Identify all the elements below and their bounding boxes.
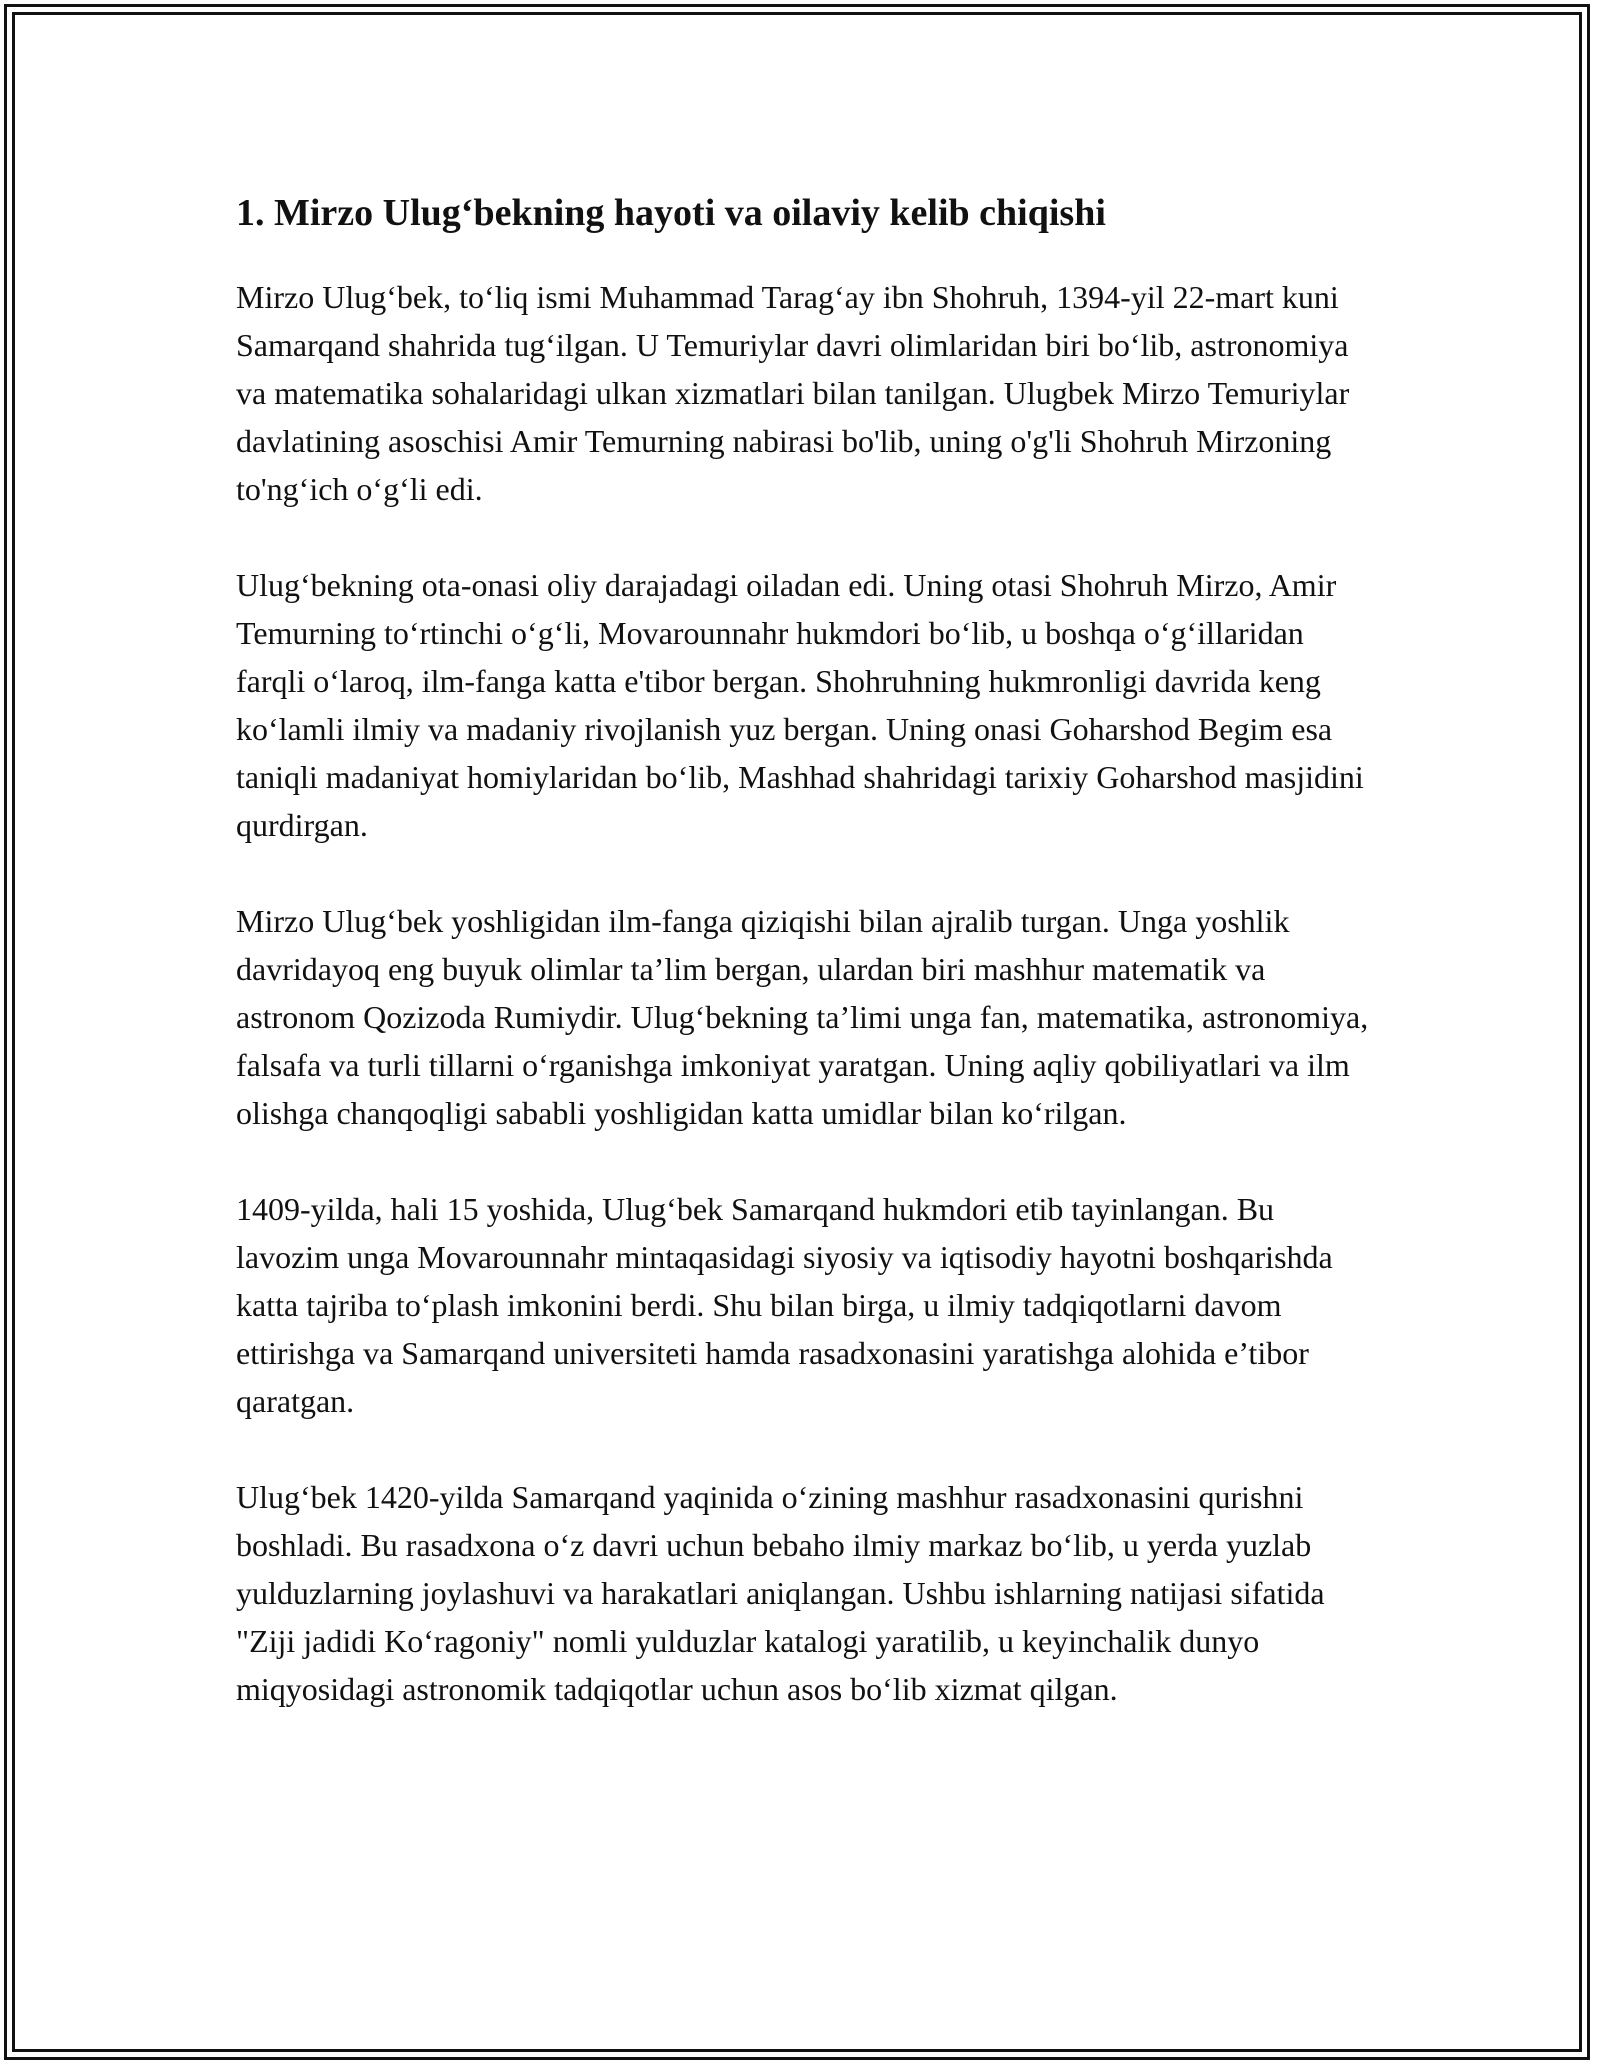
paragraph-parents: Ulug‘bekning ota-onasi oliy darajadagi oiladan edi. Uning otasi Shohruh Mirzo, Amir Temurning to‘rtinchi o‘g‘li, Movarounnahr hukmdori bo‘lib, u boshqa o‘g‘illaridan farqli o‘laroq, ilm-fanga katta e'tibor bergan. Shohruhning hukmronligi davrida keng ko‘lamli ilmiy va madaniy rivojlanish yuz bergan. Uning onasi Goharshod Begim esa taniqli madaniyat homiylaridan bo‘lib, Mashhad shahridagi tarixiy Goharshod masjidini qurdirgan.	[236, 567, 1364, 843]
paragraph-observatory: Ulug‘bek 1420-yilda Samarqand yaqinida o‘zining mashhur rasadxonasini qurishni boshladi. Bu rasadxona o‘z davri uchun bebaho ilmiy markaz bo‘lib, u yerda yuzlab yulduzlarning joylashuvi va harakatlari aniqlangan. Ushbu ishlarning natijasi sifatida "Ziji jadidi Ko‘ragoniy" nomli yulduzlar katalogi yaratilib, u keyinchalik dunyo miqyosidagi astronomik tadqiqotlar uchun asos bo‘lib xizmat qilgan.	[236, 1479, 1325, 1707]
section-heading: 1. Mirzo Ulug‘bekning hayoti va oilaviy kelib chiqishi	[236, 192, 1106, 234]
paragraph-birth: Mirzo Ulug‘bek, to‘liq ismi Muhammad Tarag‘ay ibn Shohruh, 1394-yil 22-mart kuni Samarqand shahrida tug‘ilgan. U Temuriylar davri olimlaridan biri bo‘lib, astronomiya va matematika sohalaridagi ulkan xizmatlari bilan tanilgan. Ulugbek Mirzo Temuriylar davlatining asoschisi Amir Temurning nabirasi bo'lib, uning o'g'li Shohruh Mirzoning to'ng‘ich o‘g‘li edi.	[236, 279, 1350, 507]
paragraph-governor: 1409-yilda, hali 15 yoshida, Ulug‘bek Samarqand hukmdori etib tayinlangan. Bu lavozim unga Movarounnahr mintaqasidagi siyosiy va iqtisodiy hayotni boshqarishda katta tajriba to‘plash imkonini berdi. Shu bilan birga, u ilmiy tadqiqotlarni davom ettirishga va Samarqand universiteti hamda rasadxonasini yaratishga alohida e’tibor qaratgan.	[236, 1191, 1333, 1419]
document-body	[236, 183, 1376, 1761]
paragraph-education: Mirzo Ulug‘bek yoshligidan ilm-fanga qiziqishi bilan ajralib turgan. Unga yoshlik davridayoq eng buyuk olimlar ta’lim bergan, ulardan biri mashhur matematik va astronom Qozizoda Rumiydir. Ulug‘bekning ta’limi unga fan, matematika, astronomiya, falsafa va turli tillarni o‘rganishga imkoniyat yaratgan. Uning aqliy qobiliyatlari va ilm olishga chanqoqligi sababli yoshligidan katta umidlar bilan ko‘rilgan.	[236, 903, 1369, 1131]
